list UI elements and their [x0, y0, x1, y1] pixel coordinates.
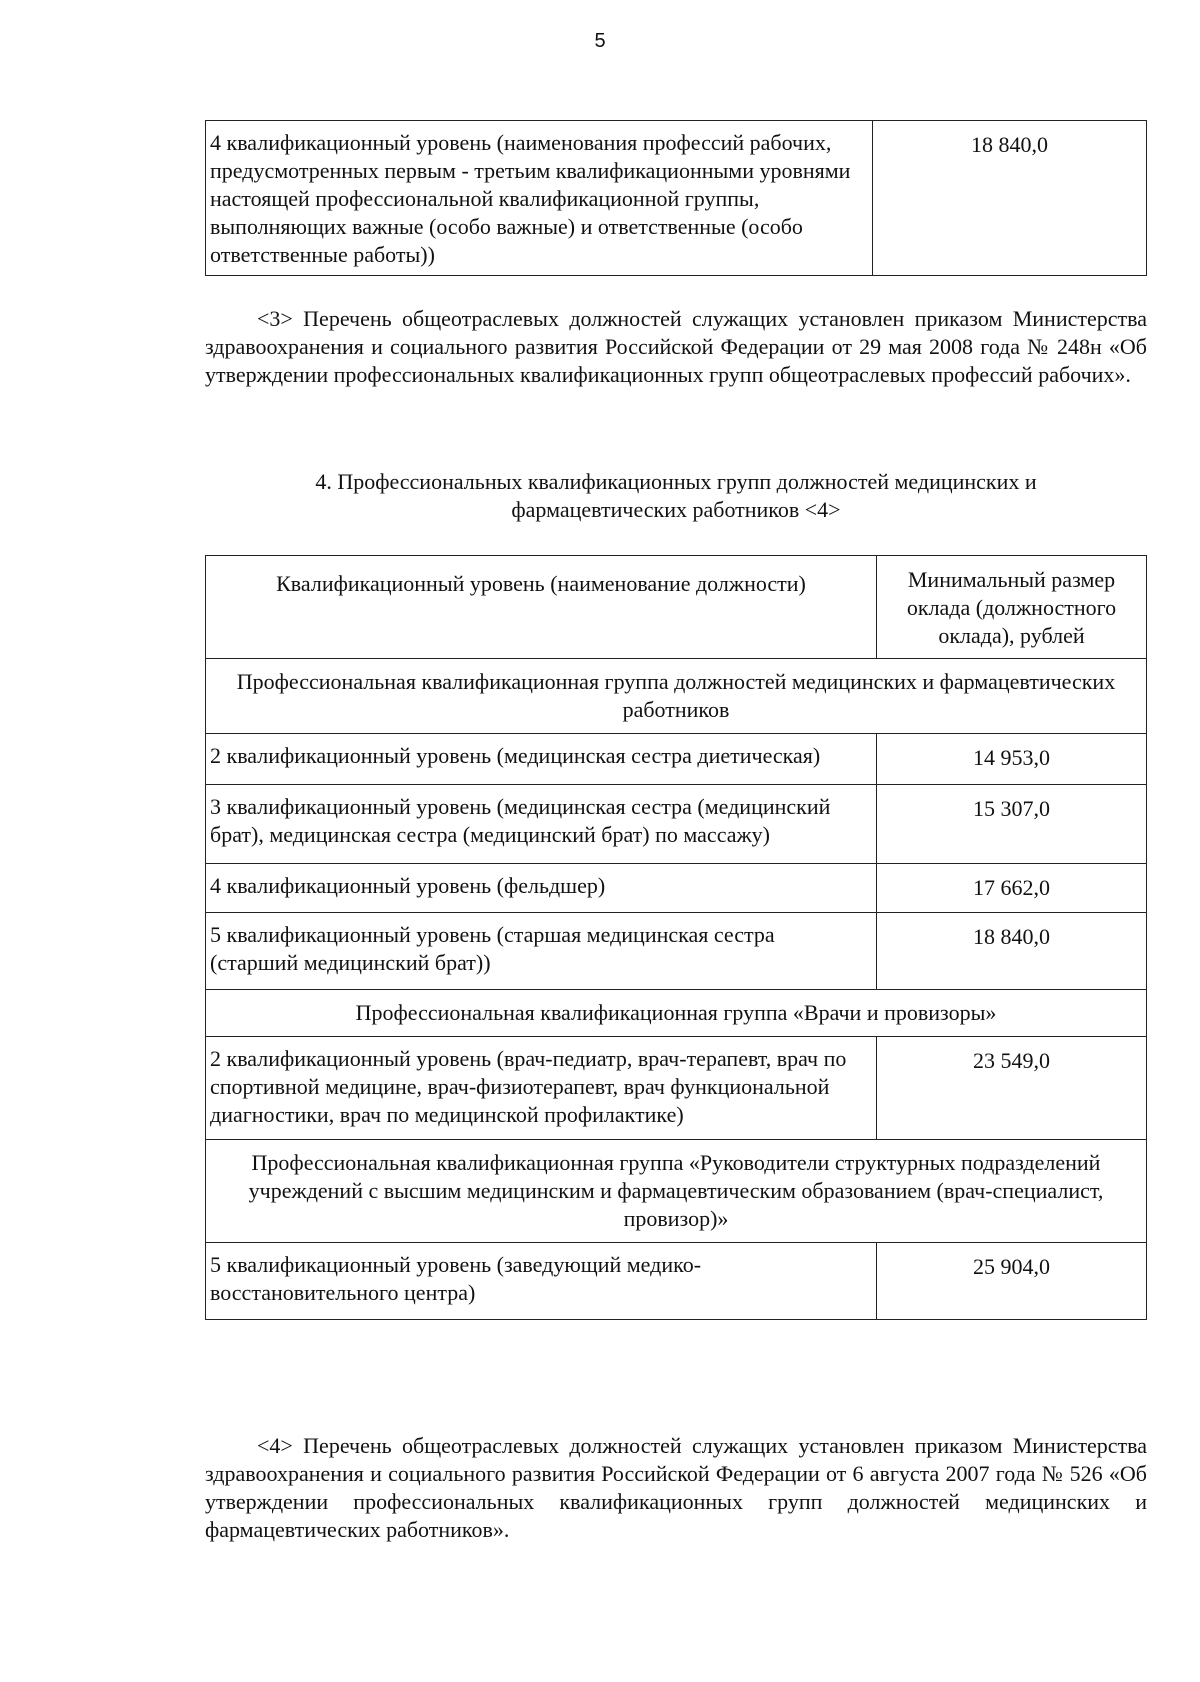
salary-cell: 15 307,0: [877, 785, 1147, 864]
level-name-cell: 4 квалификационный уровень (наименования профессий рабочих, предусмотренных первым - третьим квалификационными уровнями настоящей профессиональной квалификационной группы, выполняющих важные (особо важные) и ответственные (особо ответственные работы)): [206, 121, 873, 276]
level-name-cell: 4 квалификационный уровень (фельдшер): [206, 864, 877, 913]
section-title: [205, 468, 1147, 524]
group-title: Профессиональная квалификационная группа «Врачи и провизоры»: [206, 990, 1147, 1037]
group-row: [206, 1140, 1147, 1243]
table-header-row: [206, 556, 1147, 659]
table-row: [206, 734, 1147, 785]
workers-table: [205, 120, 1147, 276]
footnote-3: <3> Перечень общеотраслевых должностей служащих установлен приказом Министерства здравоохранения и социального развития Российской Федерации от 29 мая 2008 года № 248н «Об утверждении профессиональных квалификационных групп общеотраслевых профессий рабочих».: [205, 306, 1147, 387]
section-title-line1: 4. Профессиональных квалификационных групп должностей медицинских и: [315, 469, 1037, 494]
level-name-cell: 5 квалификационный уровень (заведующий медико-восстановительного центра): [206, 1243, 877, 1320]
salary-cell: 25 904,0: [877, 1243, 1147, 1320]
level-name-cell: 3 квалификационный уровень (медицинская сестра (медицинский брат), медицинская сестра (медицинский брат) по массажу): [206, 785, 877, 864]
header-level-name: Квалификационный уровень (наименование должности): [206, 556, 877, 659]
group-title: Профессиональная квалификационная группа «Руководители структурных подразделений учреждений с высшим медицинским и фармацевтическим образованием (врач-специалист, провизор)»: [206, 1140, 1147, 1243]
level-name-cell: 5 квалификационный уровень (старшая медицинская сестра (старший медицинский брат)): [206, 913, 877, 990]
salary-cell: 23 549,0: [877, 1037, 1147, 1140]
level-name-cell: 2 квалификационный уровень (медицинская сестра диетическая): [206, 734, 877, 785]
salary-cell: 17 662,0: [877, 864, 1147, 913]
page-number: 5: [594, 30, 606, 52]
footnote-4: <4> Перечень общеотраслевых должностей служащих установлен приказом Министерства здравоохранения и социального развития Российской Федерации от 6 августа 2007 года № 526 «Об утверждении профессиональных квалификационных групп должностей медицинских и фармацевтических работников».: [205, 1433, 1147, 1542]
table-row: [206, 1243, 1147, 1320]
salary-cell: 14 953,0: [877, 734, 1147, 785]
table-row: [206, 785, 1147, 864]
salary-cell: 18 840,0: [877, 913, 1147, 990]
table-row: [206, 864, 1147, 913]
medical-table: [205, 555, 1147, 1320]
table-row: [206, 121, 1147, 276]
group-row: [206, 659, 1147, 734]
group-row: [206, 990, 1147, 1037]
level-name-cell: 2 квалификационный уровень (врач-педиатр, врач-терапевт, врач по спортивной медицине, врач-физиотерапевт, врач функциональной диагностики, врач по медицинской профилактике): [206, 1037, 877, 1140]
salary-cell: 18 840,0: [873, 121, 1147, 276]
group-title: Профессиональная квалификационная группа должностей медицинских и фармацевтических работников: [206, 659, 1147, 734]
header-salary: Минимальный размер оклада (должностного оклада), рублей: [877, 556, 1147, 659]
table-row: [206, 913, 1147, 990]
table-row: [206, 1037, 1147, 1140]
section-title-line2: фармацевтических работников <4>: [511, 497, 841, 522]
